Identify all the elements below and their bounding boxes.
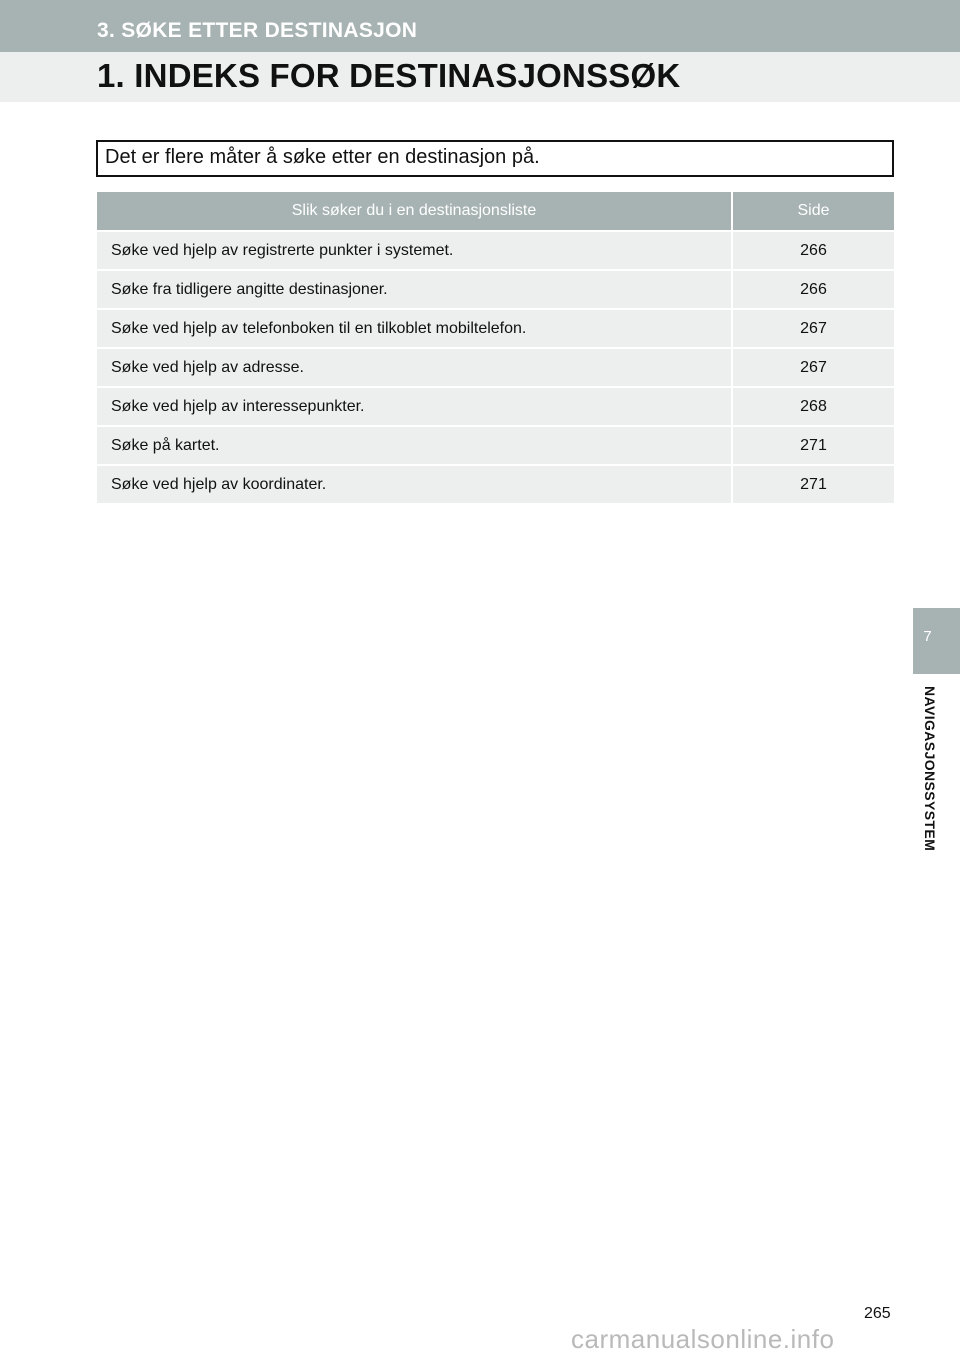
row-description: Søke ved hjelp av adresse.	[97, 348, 732, 387]
intro-text: Det er flere måter å søke etter en destinasjon på.	[105, 146, 540, 168]
row-page: 267	[732, 309, 894, 348]
row-page: 271	[732, 426, 894, 465]
header-page: Side	[732, 192, 894, 231]
header-method: Slik søker du i en destinasjonsliste	[97, 192, 732, 231]
row-description: Søke fra tidligere angitte destinasjoner.	[97, 270, 732, 309]
table-row	[97, 426, 894, 465]
row-page: 271	[732, 465, 894, 503]
chapter-title: 1. INDEKS FOR DESTINASJONSSØK	[97, 57, 681, 94]
table-row	[97, 348, 894, 387]
section-title: 3. SØKE ETTER DESTINASJON	[97, 19, 418, 42]
row-page: 266	[732, 231, 894, 270]
table-row	[97, 309, 894, 348]
row-description: Søke ved hjelp av interessepunkter.	[97, 387, 732, 426]
chapter-number: 7	[923, 628, 932, 645]
row-page: 267	[732, 348, 894, 387]
intro-box	[96, 140, 894, 177]
table-row	[97, 270, 894, 309]
row-description: Søke på kartet.	[97, 426, 732, 465]
row-page: 266	[732, 270, 894, 309]
destination-index-table	[97, 192, 894, 503]
row-page: 268	[732, 387, 894, 426]
page-number: 265	[864, 1305, 891, 1322]
row-description: Søke ved hjelp av registrerte punkter i systemet.	[97, 231, 732, 270]
table-header-row	[97, 192, 894, 231]
row-description: Søke ved hjelp av telefonboken til en tilkoblet mobiltelefon.	[97, 309, 732, 348]
table-row	[97, 387, 894, 426]
row-description: Søke ved hjelp av koordinater.	[97, 465, 732, 503]
watermark: carmanualsonline.info	[571, 1324, 835, 1354]
table-row	[97, 231, 894, 270]
chapter-side-tab	[913, 608, 960, 674]
chapter-side-label: NAVIGASJONSSYSTEM	[922, 686, 938, 852]
table-row	[97, 465, 894, 503]
